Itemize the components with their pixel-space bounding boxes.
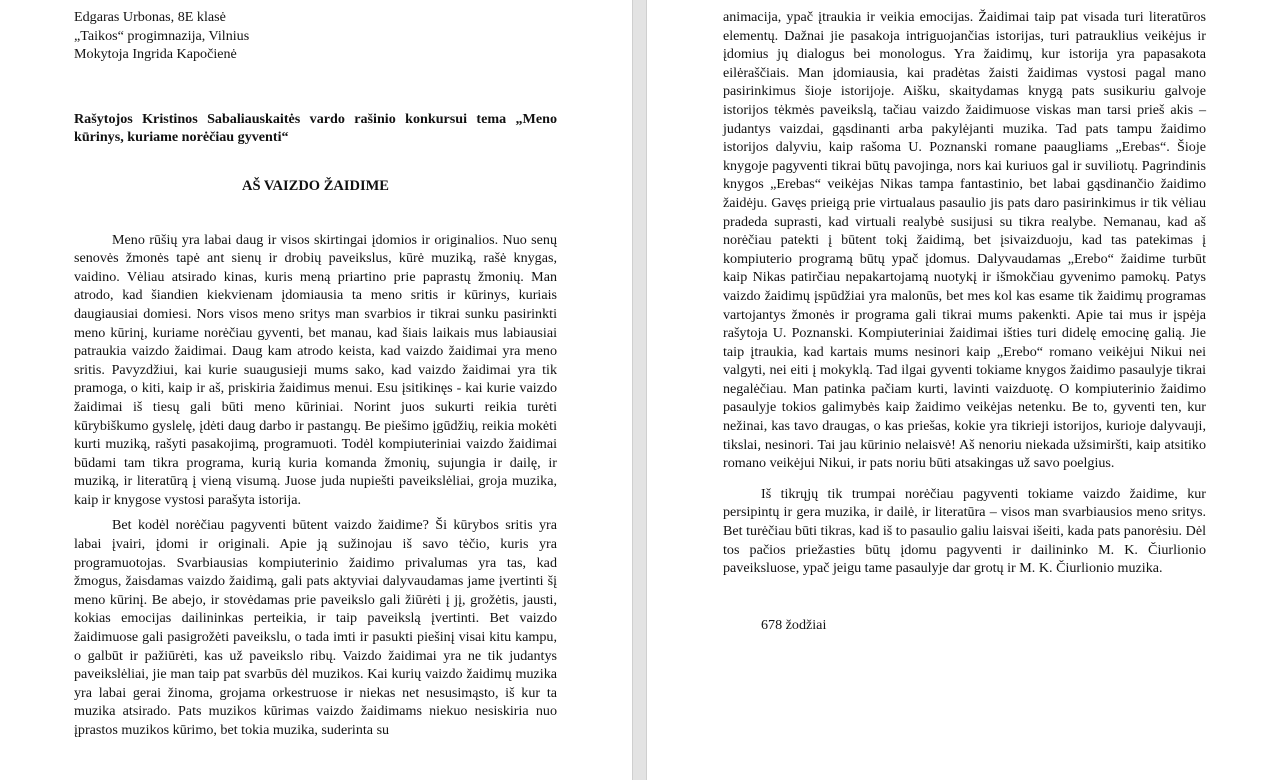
page-right-text-column[interactable] — [723, 8, 1206, 634]
document-page-left — [0, 0, 632, 780]
paragraph-2-continued: animacija, ypač įtraukia ir veikia emocijas. Žaidimai taip pat visada turi literatūros elementų. Dažnai jie pasakoja intriguojančias istorijas, turi patrauklius veikėjus ir įdomius jų dialogus bei monologus. Yra žaidimų, kur istorija yra papasakota eilėraščiais. Man įdomiausia, kai pradėtas žaisti žaidimas vystosi pagal mano pasirinkimus šioje istorijoje. Aišku, skaitydamas knygą pats susikuriu galvoje istorijos tėkmės paveikslą, tačiau vaizdo žaidimuose viskas man tarsi prieš akis – judantys vaizdai, gąsdinanti arba pakylėjanti muzika. Tad pats tampu žaidimo istorijos dalyviu, kaip rašoma U. Poznanski romane paaugliams „Erebas“. Šioje knygoje pagyventi tikrai būtų pavojinga, nors kai kuriuos gal ir suviliotų. Pagrindinis knygos „Erebas“ veikėjas Nikas tampa fantastinio, bet labai gąsdinančio žaidimo žaidėju. Gavęs prieigą prie virtualaus pasaulio jis pats daro pasirinkimus ir tik vėliau pradeda suprasti, kad virtuali realybė susijusi su tikra realybe. Nemanau, kad aš norėčiau patekti į būtent tokį žaidimą, bet įsivaizduoju, kad tas patekimas į kompiuterio programą būtų ypač įdomus. Dalyvaudamas „Erebo“ žaidime turbūt kaip Nikas patirčiau nepakartojamą nuotykį ir išmokčiau gyvenimo pamokų. Patys vaizdo žaidimų įspūdžiai yra malonūs, bet mes kol kas esame tik žaidimų programas vartojantys žmonės ir programa gali tikrai mums pakenkti. Apie tai mus ir įspėja rašytoja U. Poznanski. Kompiuteriniai žaidimai išties turi didelę emocinę galią. Jie taip įtraukia, kad kartais mums nesinori kaip „Erebo“ romano veikėjui Nikui nei valgyti, nei eiti į mokyklą. Tad ilgai gyventi tokiame knygos žaidimo pasaulyje tikrai negalėčiau. Man patinka pačiam kurti, lavinti vaizduotę. O kompiuterinio žaidimo pasaulyje tokios galimybės kaip žaidimo veikėjas netenku. Be to, gyventi ten, kur nežinai, kas tavo draugas, o kas priešas, kokie yra tikrieji istorijos, kurioje dalyvauji, tikslai, nesinori. Tai jau kūrinio nelaisvė! Aš nenoriu niekada užsimiršti, kaip atsitiko romano veikėjui Nikui, ir pats noriu būti atsakingas už savo poelgius. — [723, 9, 1206, 472]
essay-topic: Rašytojos Kristinos Sabaliauskaitės vardo rašinio konkursui tema „Meno kūrinys, kuriame norėčiau gyventi“ — [74, 110, 557, 146]
author-line: Edgaras Urbonas, 8E klasė — [74, 9, 226, 25]
paragraph-1: Meno rūšių yra labai daug ir visos skirtingai įdomios ir originalios. Nuo senų senovės žmonės tapė ant sienų ir drobių paveikslus, kūrė muziką, rašė knygas, vaidino. Vėliau atsirado kinas, kuris meną priartino prie paprastų žmonių. Man atrodo, kad šiandien kiekvienam įdomiausia ta meno sritis ir kūrinys, kuriais daugiausiai domiesi. Nors visos meno sritys man svarbios ir tikrai sunku pasirinkti meno kūrinį, kuriame norėčiau gyventi, bet manau, kad šiais laikais mus labiausiai patraukia vaizdo žaidimai. Daug kam atrodo keista, kad vaizdo žaidimai yra meno sritis. Pavyzdžiui, kai kurie suaugusieji mums sako, kad vaizdo žaidimai yra tik pramoga, o kiti, kaip ir aš, priskiria žaidimus menui. Esu įsitikinęs - kai kurie vaizdo žaidimai iš tiesų gali būti meno kūriniai. Norint juos sukurti reikia turėti kūrybiškumo gyslelę, įdėti daug darbo ir pastangų. Be piešimo įgūdžių, reikia mokėti kurti muziką, rašyti pasakojimą, programuoti. Todėl kompiuteriniai vaizdo žaidimai būdami tam tikra programa, kurią kuria komanda žmonių, sujungia ir dailę, ir muziką, ir literatūrą į vieną visumą. Juose juda nupiešti paveikslėliai, groja muzika, kaip ir knygose vystosi parašyta istorija. — [74, 231, 557, 508]
page-left-text-column[interactable] — [74, 8, 557, 740]
paragraph-2: Bet kodėl norėčiau pagyventi būtent vaizdo žaidime? Ši kūrybos sritis yra labai įvairi, įdomi ir originali. Apie ją sužinojau iš savo tėčio, kuris yra programuotojas. Svarbiausias kompiuterinio žaidimo privalumas yra tas, kad žmogus, žaisdamas vaizdo žaidimą, gali pats aktyviai dalyvaudamas jame įvertinti šį meno kūrinį. Be abejo, ir stovėdamas prie paveikslo gali žiūrėti į jį, grožėtis, jausti, kokias emocijas dailininkas perteikia, ir taip paveikslą įvertinti. Bet vaizdo žaidimuose gali pasigrožėti paveikslu, o tada imti ir pasukti piešinį visai kitu kampu, o galbūt ir pažiūrėti, kas už paveikslo ribų. Vaizdo žaidimai yra ne tik judantys paveikslėliai, jie man taip pat svarbūs dėl muzikos. Kai kurių vaizdo žaidimų muzika yra labai gerai žinoma, grojama orkestruose ir niekas net nesusimąsto, iš kur ta muzika atsirado. Pats muzikos kūrimas vaizdo žaidimams niekuo nesiskiria nuo įprastos muzikos kūrimo, bet tokia muzika, suderinta su — [74, 517, 557, 738]
page-gutter — [632, 0, 647, 780]
paragraph-3: Iš tikrųjų tik trumpai norėčiau pagyventi tokiame vaizdo žaidime, kur persipintų ir gera muzika, ir dailė, ir literatūra – visos man svarbiausios meno sritys. Bet turėčiau būti tikras, kad iš to pasaulio galiu laisvai išeiti, kada pats panorėsiu. Dėl tos pačios priežasties būtų įdomu pagyventi ir dailininko M. K. Čiurlionio paveiksluose, ypač jeigu tame pasaulyje dar grotų ir M. K. Čiurlionio muzika. — [723, 485, 1206, 577]
essay-title: AŠ VAIZDO ŽAIDIME — [242, 177, 389, 194]
school-line: „Taikos“ progimnazija, Vilnius — [74, 27, 250, 44]
teacher-line: Mokytoja Ingrida Kapočienė — [74, 46, 237, 63]
word-count: 678 žodžiai — [761, 616, 827, 633]
document-page-right — [647, 0, 1277, 780]
